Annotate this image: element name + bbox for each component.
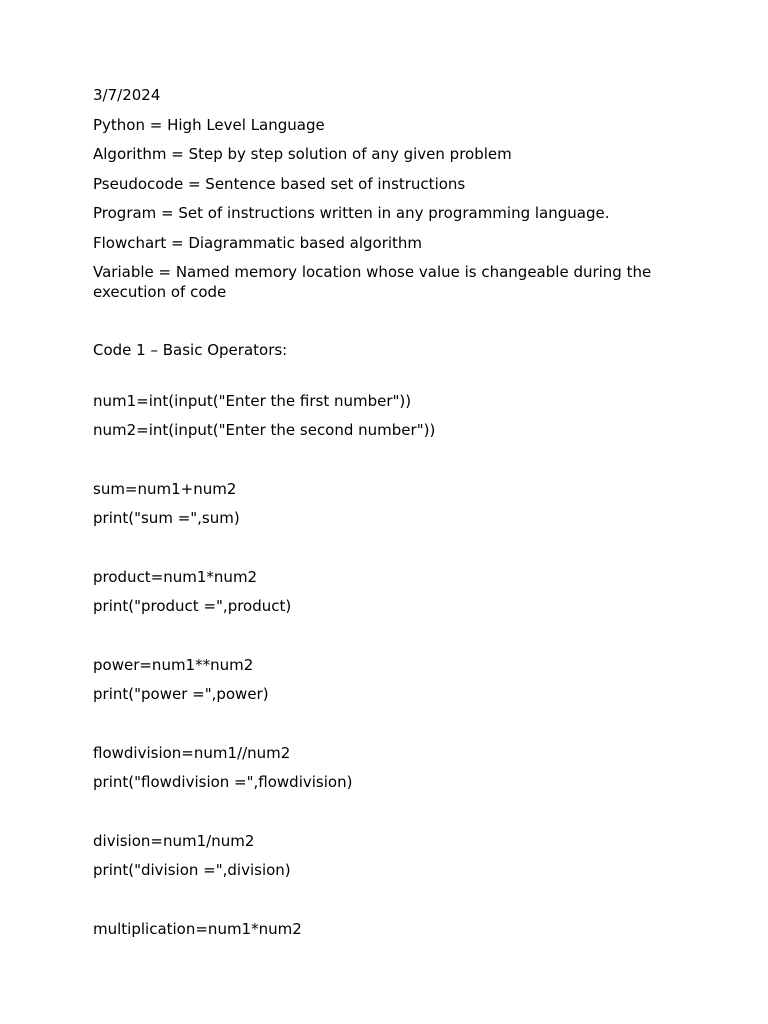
code-line-product: product=num1*num2 bbox=[93, 567, 258, 586]
code-line-input2: num2=int(input("Enter the second number")) bbox=[93, 421, 436, 439]
spacer bbox=[93, 891, 693, 920]
code-line-print-flowdivision: print("flowdivision =",flowdivision) bbox=[93, 773, 353, 791]
spacer bbox=[93, 627, 693, 656]
code-line-print-product: print("product =",product) bbox=[93, 597, 292, 615]
code-line-print-division: print("division =",division) bbox=[93, 861, 291, 879]
code-line-power: power=num1**num2 bbox=[93, 655, 254, 674]
definition-algorithm: Algorithm = Step by step solution of any given problem bbox=[93, 145, 512, 163]
definition-python: Python = High Level Language bbox=[93, 115, 325, 134]
code-line-multiplication: multiplication=num1*num2 bbox=[93, 919, 302, 938]
spacer bbox=[93, 451, 693, 480]
spacer bbox=[93, 803, 693, 832]
document-date: 3/7/2024 bbox=[93, 86, 161, 104]
spacer bbox=[93, 539, 693, 568]
code-heading: Code 1 – Basic Operators: bbox=[93, 341, 288, 359]
code-line-input1: num1=int(input("Enter the first number")) bbox=[93, 391, 412, 410]
definition-program: Program = Set of instructions written in any programming language. bbox=[93, 204, 610, 222]
spacer bbox=[93, 715, 693, 744]
code-line-division: division=num1/num2 bbox=[93, 831, 255, 850]
definition-variable: Variable = Named memory location whose value is changeable during the execution of code bbox=[93, 263, 656, 301]
code-line-flowdivision: flowdivision=num1//num2 bbox=[93, 743, 291, 762]
spacer bbox=[93, 371, 693, 392]
definition-pseudocode: Pseudocode = Sentence based set of instructions bbox=[93, 174, 466, 193]
code-line-sum: sum=num1+num2 bbox=[93, 479, 237, 498]
definition-flowchart: Flowchart = Diagrammatic based algorithm bbox=[93, 233, 423, 252]
code-line-print-power: print("power =",power) bbox=[93, 685, 269, 703]
code-line-print-sum: print("sum =",sum) bbox=[93, 509, 240, 527]
document-page bbox=[93, 86, 693, 949]
spacer bbox=[93, 312, 693, 341]
